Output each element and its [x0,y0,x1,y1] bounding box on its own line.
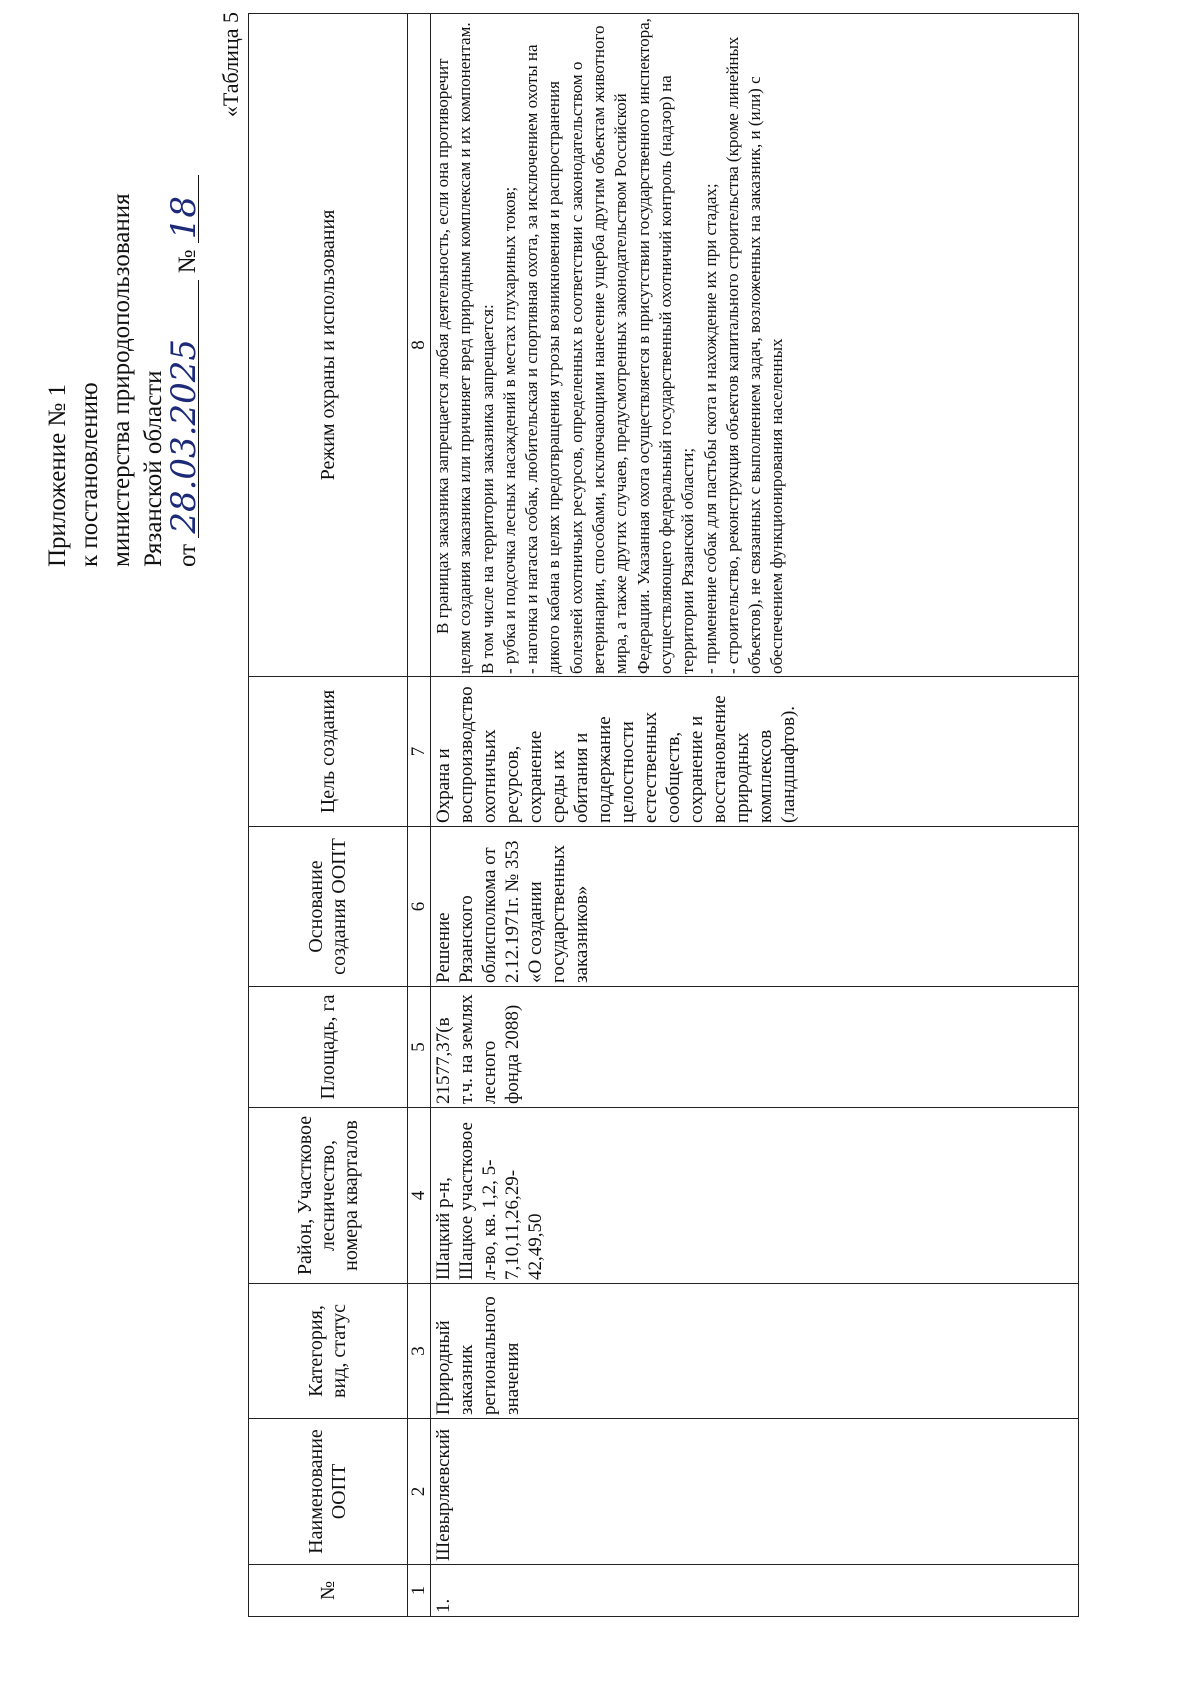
column-number: 5 [408,987,431,1108]
column-number: 1 [408,1565,431,1617]
table-row [431,14,1079,1617]
column-number: 3 [408,1284,431,1419]
oopt-goal: Охрана и воспроизводство охотничьих ресурсов, сохранение среды их обитания и поддержание целостности естественных сообществ, сохранение и восстановление природных комплексов (ландшафтов). [431,677,1079,827]
header-cell-category: Категория, вид, статус [249,1284,408,1419]
regime-paragraph: - строительство, реконструкция объектов капитального строительства (кроме линейных объектов), не связанных с выполнением задач, возложенных на заказник, и (или) с обеспечением функционирования населенных [722,36,787,674]
appendix-line-4: Рязанской области [140,370,167,567]
date-prefix: от [174,543,201,567]
handwritten-number: 18 [170,175,199,243]
row-number: 1. [431,1565,1079,1617]
header-cell-regime: Режим охраны и использования [249,14,408,677]
column-number: 2 [408,1419,431,1565]
appendix-date-line [164,175,204,567]
regime-paragraph: - нагонка и натаска собак, любительская и спортивная охота, за исключением охоты на дикого кабана в целях предотвращения угрозы возникновения и распространения болезней охотничьих ресурсов, определенных в соответствии с законодательством о ветеринарии, способами, исключающими нанесение ущерба другим объектам животного мира, а также других случаев, предусмотренных законодательством Российской Федерации. Указанная охота осуществляется в присутствии государственного инспектора, осуществляющего федеральный государственный охотничий контроль (надзор) на территории Рязанской области; [522,18,698,674]
column-number: 7 [408,677,431,827]
oopt-table [248,13,1079,1617]
header-cell-number: № [249,1565,408,1617]
table-header-row [249,14,408,1617]
regime-paragraph: - рубка и подсочка лесных насаждений в местах глухариных токов; [499,186,519,674]
appendix-title: Приложение № 1 [44,383,71,567]
oopt-basis: Решение Рязанского облисполкома от 2.12.1971г. № 353 «О создании государственных заказников» [431,827,1079,987]
oopt-district: Шацкий р-н, Шацкое участковое л-во, кв. 1,2, 5-7,10,11,26,29-42,49,50 [431,1108,1079,1284]
regime-paragraph: - применение собак для пастьбы скота и нахождение их при стадах; [700,183,720,674]
oopt-name: Шевырляевский [431,1419,1079,1565]
appendix-line-3: министерства природопользования [108,193,135,567]
column-number: 6 [408,827,431,987]
oopt-category: Природный заказник регионального значения [431,1284,1079,1419]
column-number: 4 [408,1108,431,1284]
oopt-area: 21577,37(в т.ч. на землях лесного фонда 2088) [431,987,1079,1108]
handwritten-date: 28.03.2025 [170,280,199,538]
table-label: «Таблица 5 [218,12,243,118]
column-number: 8 [408,14,431,677]
column-number-row [408,14,431,1617]
regime-paragraph: В границах заказника запрещается любая деятельность, если она противоречит целям создания заказника или причиняет вред природным комплексам и их компонентам. В том числе на территории заказника запрещается: [433,22,497,674]
appendix-line-2: к постановлению [76,382,103,567]
header-cell-district: Район, Участковое лесничество, номера кварталов [249,1108,408,1284]
oopt-regime [431,14,1079,677]
number-prefix: № [174,249,201,274]
header-cell-goal: Цель создания [249,677,408,827]
header-cell-area: Площадь, га [249,987,408,1108]
header-cell-name: Наименование ООПТ [249,1419,408,1565]
appendix-header [42,175,204,567]
header-cell-basis: Основание создания ООПТ [249,827,408,987]
